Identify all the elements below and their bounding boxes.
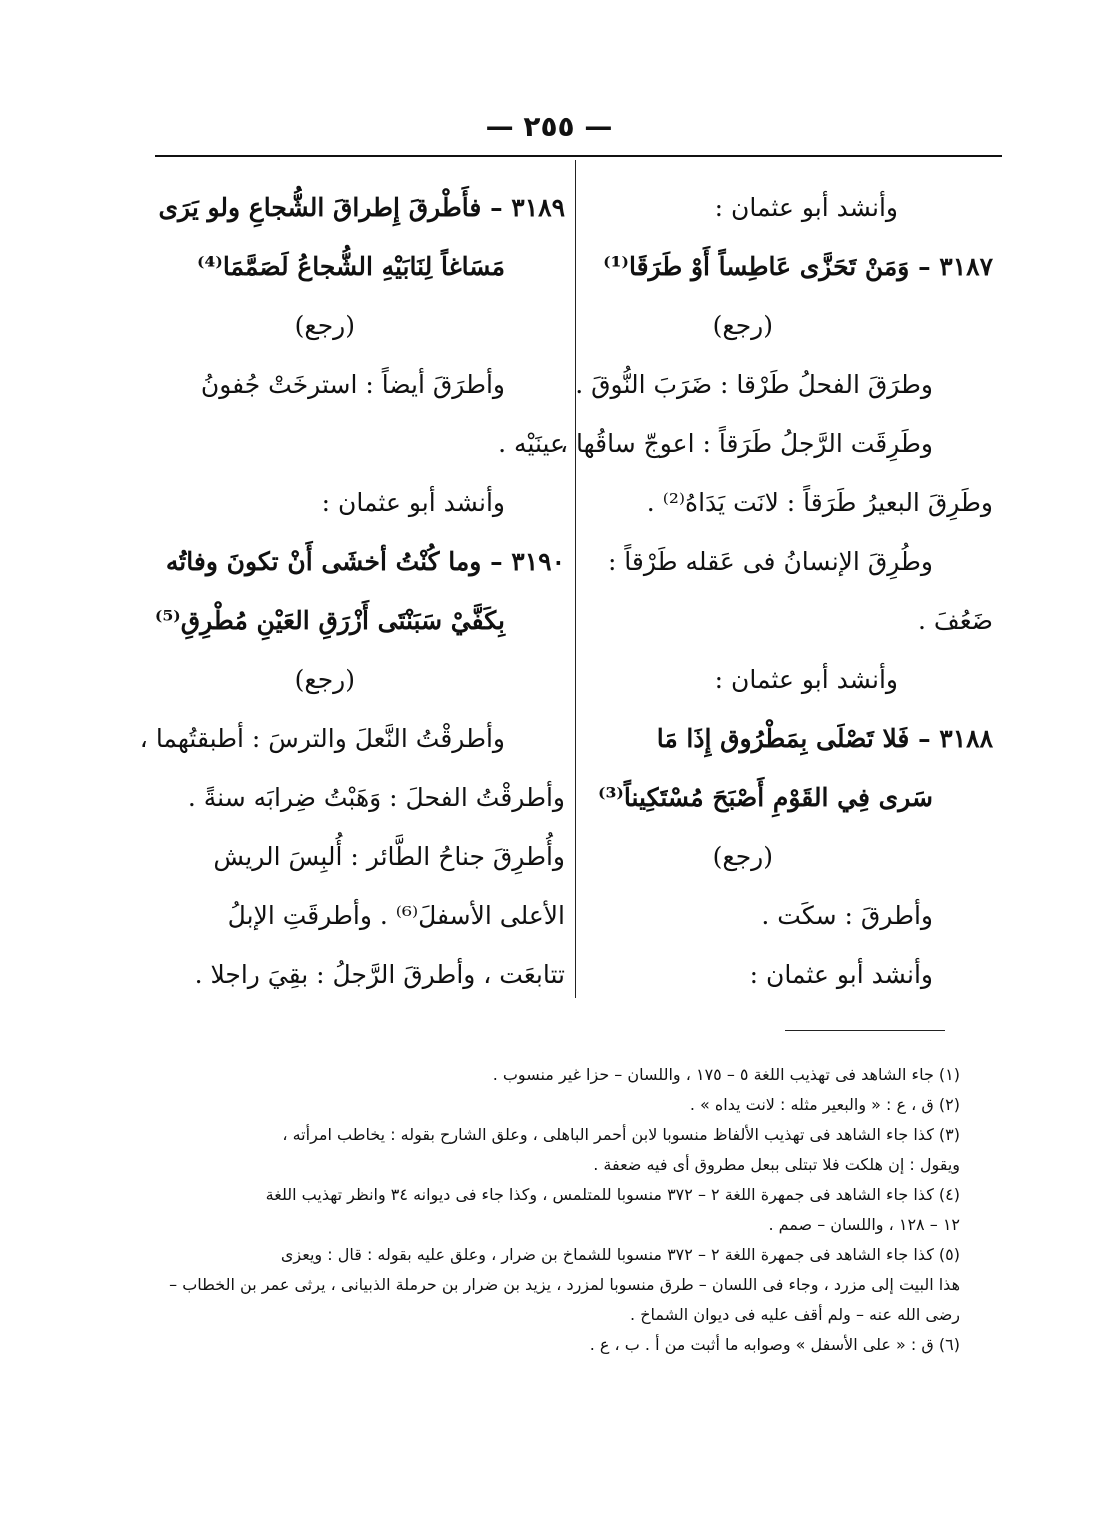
text-line: وأنشد أبو عثمان : — [714, 665, 898, 694]
text-line: (رجع) — [294, 311, 355, 340]
text-line: وأُطرِقَ جناحُ الطَّائر : أُلبِسَ الريش — [213, 842, 565, 871]
text-line: بِكَفَّيْ سَبَنْتَى أَزْرَقِ العَيْنِ مُطْرِقِ⁽⁵⁾ — [154, 606, 505, 635]
text-line: وطَرِقَت الرَّجلُ طَرَقاً : اعوجّ ساقُها ، — [559, 429, 933, 458]
column-divider — [575, 160, 576, 998]
text-line: وأنشد أبو عثمان : — [749, 960, 933, 989]
footnote-line: (١) جاء الشاهد فى تهذيب اللغة ٥ – ١٧٥ ، واللسان – حزا غير منسوب . — [492, 1065, 960, 1084]
text-line: وأطرقْتُ الفحلَ : وَهَبْتُ ضِرابَه سنةً . — [187, 783, 565, 812]
footnote-rule — [785, 1030, 945, 1031]
footnote-line: هذا البيت إلى مزرد ، وجاء فى اللسان – طرق منسوبا لمزرد ، يزيد بن ضرار بن حرملة الذبيانى ، يرثى عمر بن الخطاب – — [169, 1275, 960, 1294]
text-line: الأعلى الأسفلَ⁽⁶⁾ . وأطرقَتِ الإبلُ — [227, 901, 565, 930]
text-line: وأطرَقَ أيضاً : استرخَتْ جُفونُ — [200, 370, 505, 399]
footnote-line: (٣) كذا جاء الشاهد فى تهذيب الألفاظ منسوبا لابن أحمر الباهلى ، وعلق الشارح بقوله : يخاطب امرأته ، — [282, 1125, 960, 1144]
text-line: (رجع) — [712, 311, 773, 340]
text-line: ٣١٨٩ – فأَطْرقَ إِطراقَ الشُّجاعِ ولو يَرَى — [158, 193, 565, 222]
left-column — [139, 178, 565, 1004]
footnote-line: (٥) كذا جاء الشاهد فى جمهرة اللغة ٢ – ٣٧٢ منسوبا للشماخ بن ضرار ، وعلق عليه بقوله : قال : ويعزى — [280, 1245, 960, 1264]
footnote-line: ويقول : إن هلكت فلا تبتلى ببعل مطروق أى فيه ضعفة . — [593, 1155, 960, 1174]
footnote-line: (٢) ق ، ع : « والبعير مثله : لانت يداه » . — [689, 1095, 960, 1114]
footnote-line: (٤) كذا جاء الشاهد فى جمهرة اللغة ٢ – ٣٧٢ منسوبا للمتلمس ، وكذا جاء فى ديوانه ٣٤ وانظر تهذيب اللغة — [265, 1185, 960, 1204]
text-line: وأنشد أبو عثمان : — [321, 488, 505, 517]
text-line: عينَيْه . — [498, 429, 565, 458]
text-line: ٣١٨٨ – فَلا تَصْلَى بِمَطْرُوق إِذَا مَا — [656, 724, 993, 753]
text-line: ضَعُفَ . — [917, 606, 993, 635]
footnotes — [169, 1060, 960, 1360]
right-column — [559, 178, 993, 1004]
footnote-line: ١٢ – ١٢٨ ، واللسان – صمم . — [768, 1215, 960, 1234]
text-line: وأطرقَ : سكَت . — [761, 901, 933, 930]
text-line: وطُرِقَ الإنسانُ فى عَقله طَرْقاً : — [607, 547, 933, 576]
text-line: مَسَاغاً لِنَابَيْهِ الشُّجاعُ لَصَمَّمَا⁽⁴⁾ — [196, 252, 505, 281]
text-line: (رجع) — [294, 665, 355, 694]
text-line: وطَرِقَ البعيرُ طَرَقاً : لانَت يَدَاهُ⁽²⁾ . — [646, 488, 993, 517]
text-line: تتابعَت ، وأطرقَ الرَّجلُ : بقِيَ راجلا . — [194, 960, 565, 989]
text-line: سَرى فِي القَوْمِ أَصْبَحَ مُسْتَكِيناً⁽³⁾ — [598, 783, 933, 812]
text-line: وأطرقْتُ النَّعلَ والترسَ : أطبقتُهما ، — [139, 724, 505, 753]
text-line: (رجع) — [712, 842, 773, 871]
footnote-line: (٦) ق : « على الأسفل » وصوابه ما أثبت من أ . ب ، ع . — [589, 1335, 960, 1354]
footnote-line: رضى الله عنه – ولم أقف عليه فى ديوان الشماخ . — [630, 1305, 960, 1324]
page-number: — ٢٥٥ — — [485, 110, 613, 143]
text-line: وأنشد أبو عثمان : — [714, 193, 898, 222]
text-line: ٣١٩٠ – وما كُنْتُ أخشَى أَنْ تكونَ وفاتُه — [165, 547, 565, 576]
text-line: ٣١٨٧ – وَمَنْ تَحَزَّى عَاطِساً أَوْ طَرَقَا⁽¹⁾ — [603, 252, 993, 281]
header-rule — [155, 155, 1002, 157]
text-line: وطرَقَ الفحلُ طَرْقا : ضَرَبَ النُّوقَ . — [575, 370, 933, 399]
